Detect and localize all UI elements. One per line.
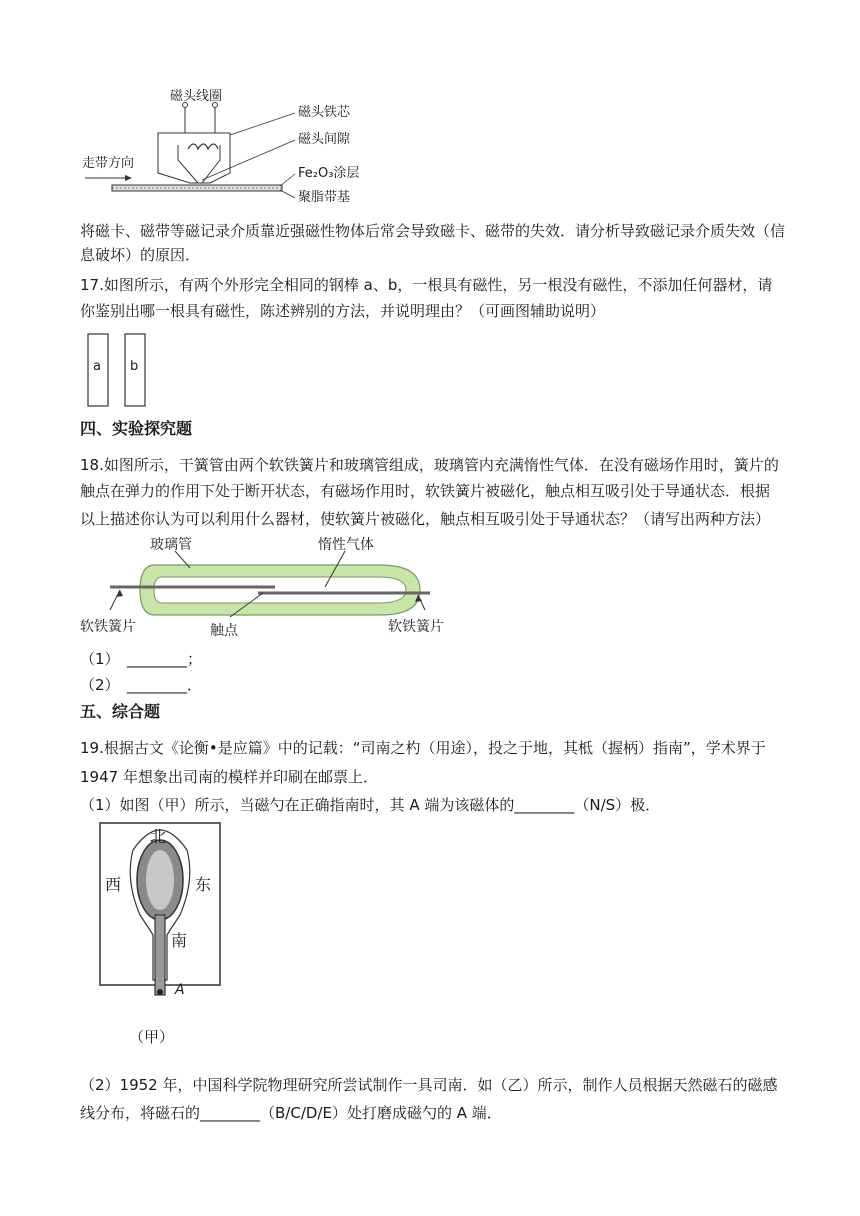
q18-blank-1: （1） ________； [80, 650, 203, 668]
q18-line2: 触点在弹力的作用下处于断开状态，有磁场作用时，软铁簧片被磁化，触点相互吸引处于导通状态．根据 [80, 482, 771, 500]
q18-line1: 18.如图所示，干簧管由两个软铁簧片和玻璃管组成，玻璃管内充满惰性气体．在没有磁场作用时，簧片的 [80, 456, 779, 474]
q19-part2-line2: 线分布，将磁石的________（B/C/D/E）处打磨成磁勺的 A 端． [80, 1104, 502, 1122]
q18-blank-2: （2） ________． [80, 676, 203, 694]
reed-switch-figure [80, 535, 460, 645]
sinan-figure [95, 820, 230, 1050]
figure-caption: （甲） [129, 1028, 175, 1046]
end-a-label: A [175, 982, 185, 998]
south-label: 南 [171, 931, 188, 950]
north-label: 北 [150, 827, 167, 846]
q16-text-line2: 息破坏）的原因． [80, 246, 201, 264]
q19-line2: 1947 年想象出司南的模样并印刷在邮票上． [80, 768, 378, 786]
glass-tube-label: 玻璃管 [150, 537, 192, 553]
bar-a-label: a [93, 359, 101, 374]
reed-left-label: 软铁簧片 [80, 619, 136, 635]
direction-label: 走带方向 [82, 156, 135, 171]
bar-b-label: b [130, 359, 139, 374]
base-label: 聚脂带基 [298, 190, 351, 205]
magnetic-head-figure [80, 85, 380, 205]
q17-line2: 你鉴别出哪一根具有磁性，陈述辨别的方法，并说明理由？（可画图辅助说明） [80, 302, 606, 320]
q19-part2-line1: （2）1952 年，中国科学院物理研究所尝试制作一具司南．如（乙）所示，制作人员根据天然磁石的磁感 [80, 1076, 778, 1094]
q19-part1: （1）如图（甲）所示，当磁勺在正确指南时，其 A 端为该磁体的________（N/S）极． [80, 796, 661, 814]
west-label: 西 [105, 875, 122, 894]
coil-label: 磁头线圈 [170, 89, 223, 104]
inert-gas-label: 惰性气体 [318, 537, 374, 553]
coating-label: Fe₂O₃涂层 [298, 166, 360, 181]
contact-label: 触点 [210, 623, 238, 639]
east-label: 东 [195, 875, 212, 894]
core-label: 磁头铁芯 [298, 105, 351, 120]
steel-bars-figure [85, 330, 155, 410]
q18-line3: 以上描述你认为可以利用什么器材，使软簧片被磁化，触点相互吸引处于导通状态？（请写出两种方法） [80, 510, 771, 528]
gap-label: 磁头间隙 [298, 132, 351, 147]
reed-right-label: 软铁簧片 [388, 619, 444, 635]
q17-line1: 17.如图所示，有两个外形完全相同的钢棒 a、b，一根具有磁性，另一根没有磁性，不添加任何器材，请 [80, 276, 773, 294]
section-5-title: 五、综合题 [80, 702, 161, 721]
q16-text-line1: 将磁卡、磁带等磁记录介质靠近强磁性物体后常会导致磁卡、磁带的失效．请分析导致磁记录介质失效（信 [80, 222, 786, 240]
section-4-title: 四、实验探究题 [80, 419, 193, 438]
q19-line1: 19.根据古文《论衡•是应篇》中的记载：“司南之杓（用途），投之于地，其柢（握柄）指南”，学术界于 [80, 739, 766, 757]
